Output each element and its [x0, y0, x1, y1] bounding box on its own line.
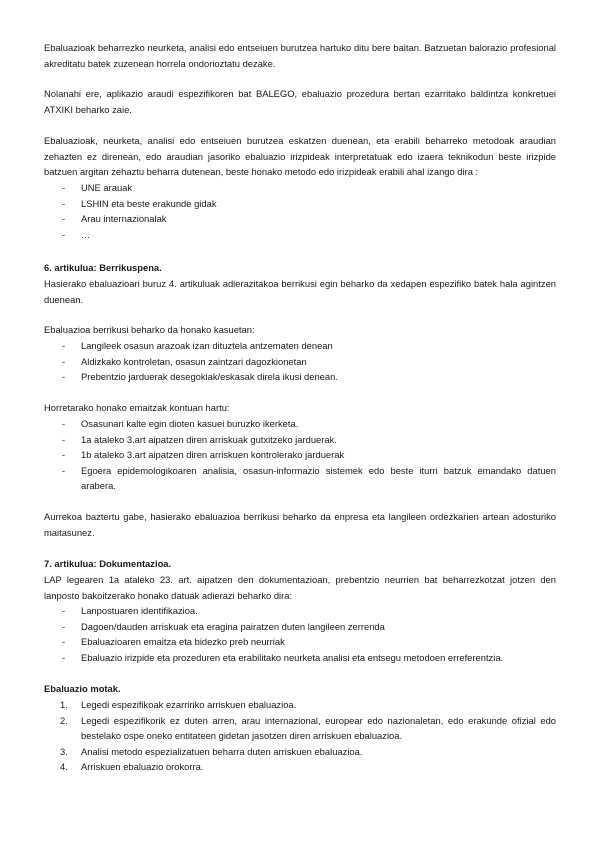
- list-item: - Langileek osasun arazoak izan dituztela antzematen denean: [44, 338, 556, 354]
- list-item: - LSHIN eta beste erakunde gidak: [44, 196, 556, 212]
- section-heading: 7. artikulua: Dokumentazioa.: [44, 558, 172, 569]
- number-marker: 4.: [60, 761, 68, 772]
- list-item: - Egoera epidemologikoaren analisia, osasun-informazio sistemek edo beste iturri batzuk emandako datuen arabera.: [62, 464, 556, 491]
- list-item: - …: [44, 227, 556, 243]
- list-item: - UNE arauak: [44, 180, 556, 196]
- paragraph: Horretarako honako emaitzak kontuan hartu:: [44, 402, 230, 413]
- paragraph: Nolanahi ere, aplikazio araudi espezifikoren bat BALEGO, ebaluazio prozedura bertan ezarritako baldintza konkretuei ATXIKI beharko zaie.: [44, 88, 556, 115]
- list-item: - Osasunari kalte egin dioten kasuei buruzko ikerketa.: [44, 416, 556, 432]
- dash-marker: -: [62, 464, 66, 476]
- section-heading: 6. artikulua: Berrikuspena.: [44, 262, 162, 273]
- number-marker: 2.: [60, 714, 68, 726]
- bullet-list: [44, 338, 556, 385]
- bullet-list: [44, 180, 556, 242]
- number-marker: 3.: [60, 745, 68, 757]
- dash-marker: -: [62, 213, 66, 224]
- paragraph: Aurrekoa baztertu gabe, hasierako ebaluazioa berrikusi beharko da enpresa eta langileen ordezkarien artean adosturiko maitasunez.: [44, 511, 556, 538]
- dash-marker: -: [62, 651, 66, 663]
- dash-marker: -: [62, 620, 66, 632]
- list-item: - Aldizkako kontroletan, osasun zaintzari dagozkionetan: [44, 354, 556, 370]
- list-item: 1. Legedi espezifikoak ezarririko arriskuen ebaluazioa.: [44, 697, 556, 713]
- list-item: 3. Analisi metodo espezializatuen beharra duten arriskuen ebaluazioa.: [44, 744, 556, 760]
- list-item: - Prebentzio jarduerak desegokiak/eskasak direla ikusi denean.: [44, 369, 556, 385]
- paragraph: Ebaluazioa berrikusi beharko da honako kasuetan:: [44, 324, 255, 335]
- list-item: - Dagoen/dauden arriskuak eta eragina pairatzen duten langileen zerrenda: [44, 619, 556, 635]
- list-item: 4. Arriskuen ebaluazio orokorra.: [44, 759, 556, 775]
- dash-marker: -: [62, 636, 66, 647]
- dash-marker: -: [62, 182, 66, 193]
- dash-marker: -: [62, 355, 66, 367]
- paragraph: LAP legearen 1a ataleko 23. art. aipatzen den dokumentazioan, prebentzio neurrien bat beharrezkotzat jotzen den lanposto bakoitzerako honako datuak adierazi beharko dira:: [44, 574, 556, 601]
- dash-marker: -: [62, 228, 66, 240]
- paragraph: Ebaluazioak beharrezko neurketa, analisi edo entseiuen burutzea hartuko ditu bere baitan. Batzuetan balorazio profesional akreditatu batek zuzenean horrela ondorioztatu dezake.: [44, 42, 556, 69]
- section-heading: Ebaluazio motak.: [44, 683, 121, 694]
- list-item: - Lanpostuaren identifikazioa.: [44, 603, 556, 619]
- bullet-list: [44, 603, 556, 665]
- number-marker: 1.: [60, 699, 68, 710]
- list-item: - 1a ataleko 3.art aipatzen diren arriskuak gutxitzeko jarduerak.: [44, 432, 556, 448]
- dash-marker: -: [62, 605, 66, 616]
- paragraph: Hasierako ebaluazioari buruz 4. artikuluak adierazitakoa berrikusi egin beharko da xedapen espezifiko batek hala agintzen duenean.: [44, 278, 556, 305]
- list-item: - Ebaluazioaren emaitza eta bidezko preb neurriak: [44, 634, 556, 650]
- numbered-list: [44, 697, 556, 775]
- paragraph: Ebaluazioak, neurketa, analisi edo entseiuen burutzea eskatzen duenean, eta erabili beharreko metodoak araudian zehazten ez direnean, edo araudian jasoriko ebaluazio irizpideak interpretatuak edo izaera teknikodun beste irizpide batzuen argitan zehaztu beharra dutenean, beste honako metodo edo irizpideak erabili ahal izango dira :: [44, 135, 556, 177]
- dash-marker: -: [62, 433, 66, 445]
- dash-marker: -: [62, 418, 66, 429]
- list-item: - Arau internazionalak: [44, 211, 556, 227]
- list-item: 2. Legedi espezifikorik ez duten arren, arau internazional, europear edo nazionaletan, edo erakunde ofizial edo bestelako ospe oneko entitateen gidetan jasotzen diren arriskuen ebaluazioa.: [60, 714, 556, 741]
- dash-marker: -: [62, 371, 66, 382]
- dash-marker: -: [62, 449, 66, 460]
- list-item: - Ebaluazio irizpide eta prozeduren eta erabilitako neurketa analisi eta entsegu metodoen erreferentzia.: [44, 650, 556, 666]
- dash-marker: -: [62, 340, 66, 351]
- dash-marker: -: [62, 197, 66, 209]
- bullet-list: [44, 416, 556, 494]
- list-item: - 1b ataleko 3.art aipatzen diren arriskuen kontrolerako jarduerak: [44, 447, 556, 463]
